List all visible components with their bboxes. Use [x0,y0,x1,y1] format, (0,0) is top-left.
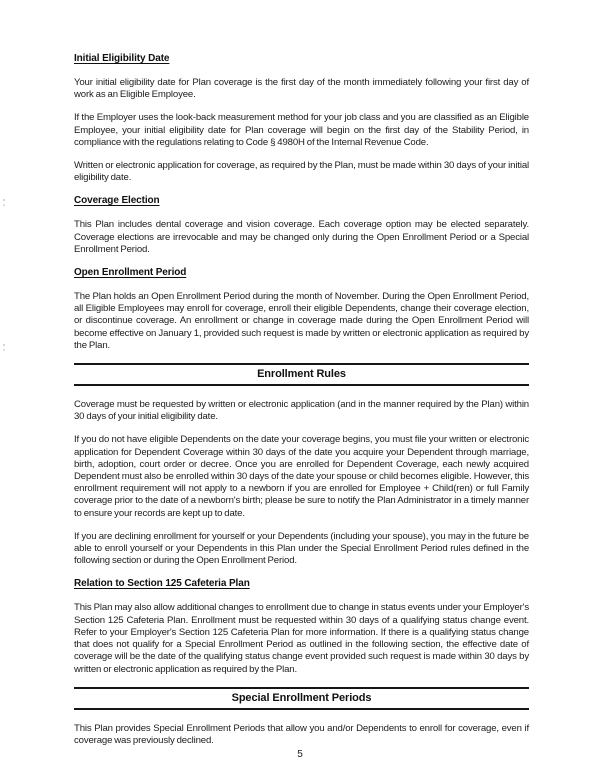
scan-artifact [3,344,5,346]
paragraph: This Plan may also allow additional changes to enrollment due to change in status events under your Employer's Section 125 Cafeteria Plan. Enrollment must be requested within 30 days of a qualifying status change event. Refer to your Employer's Section 125 Cafeteria Plan for more information. If there is a qualifying status change that does not qualify for a Special Enrollment Period as outlined in the following section, the effective date of coverage will be the date of the qualifying status change event provided such request is made within 30 days by written or electronic application as required by the Plan. [74,602,529,675]
paragraph: Coverage must be requested by written or electronic application (and in the manner required by the Plan) within 30 days of your initial eligibility date. [74,399,529,423]
section-heading-open-enrollment-period: Open Enrollment Period [74,267,187,279]
paragraph: The Plan holds an Open Enrollment Period during the month of November. During the Open Enrollment Period, all Eligible Employees may enroll for coverage, enroll their eligible Dependents, change their coverage election, or discontinue coverage. An enrollment or change in coverage made during the Open Enrollment Period will become effective on January 1, provided such request is made by written or electronic application as required by the Plan. [74,291,529,351]
paragraph: Written or electronic application for coverage, as required by the Plan, must be made within 30 days of your initial eligibility date. [74,160,529,184]
paragraph: This Plan includes dental coverage and vision coverage. Each coverage option may be elected separately. Coverage elections are irrevocable and may be changed only during the Open Enrollment Period or a Special Enrollment Period. [74,219,529,255]
section-heading-coverage-election: Coverage Election [74,195,160,207]
paragraph: If you do not have eligible Dependents on the date your coverage begins, you must file your written or electronic application for Dependent Coverage within 30 days of the date you acquire your Dependent through marriage, birth, adoption, court order or decree. Once you are enrolled for Dependent Coverage, each newly acquired Dependent must also be enrolled within 30 days of the date your spouse or child becomes eligible. However, this enrollment requirement will not apply to a newborn if you are enrolled for Employee + Child(ren) or full Family coverage prior to the date of a newborn's birth; please be sure to notify the Plan Administrator in a timely manner to ensure your records are kept up to date. [74,434,529,519]
section-banner-enrollment-rules: Enrollment Rules [74,363,529,386]
paragraph: If you are declining enrollment for yourself or your Dependents (including your spouse), you may in the future be able to enroll yourself or your Dependents in this Plan under the Special Enrollment Period rules defined in the following section or during the Open Enrollment Period. [74,530,529,567]
section-banner-special-enrollment-periods: Special Enrollment Periods [74,687,529,710]
paragraph: Your initial eligibility date for Plan coverage is the first day of the month immediately following your first day of work as an Eligible Employee. [74,77,529,101]
paragraph: This Plan provides Special Enrollment Periods that allow you and/or Dependents to enroll for coverage, even if coverage was previously declined. [74,722,529,746]
paragraph: If the Employer uses the look-back measurement method for your job class and you are classified as an Eligible Employee, your initial eligibility date for Plan coverage will begin on the first day of the Stability Period, in compliance with the regulations relating to Code § 4980H of the Internal Revenue Code. [74,112,529,148]
section-heading-initial-eligibility-date: Initial Eligibility Date [74,53,170,64]
scan-artifact [3,199,5,201]
document-content [74,51,529,758]
page-number: 5 [297,749,303,760]
section-heading-relation-section-125-cafeteria-plan: Relation to Section 125 Cafeteria Plan [74,578,250,590]
